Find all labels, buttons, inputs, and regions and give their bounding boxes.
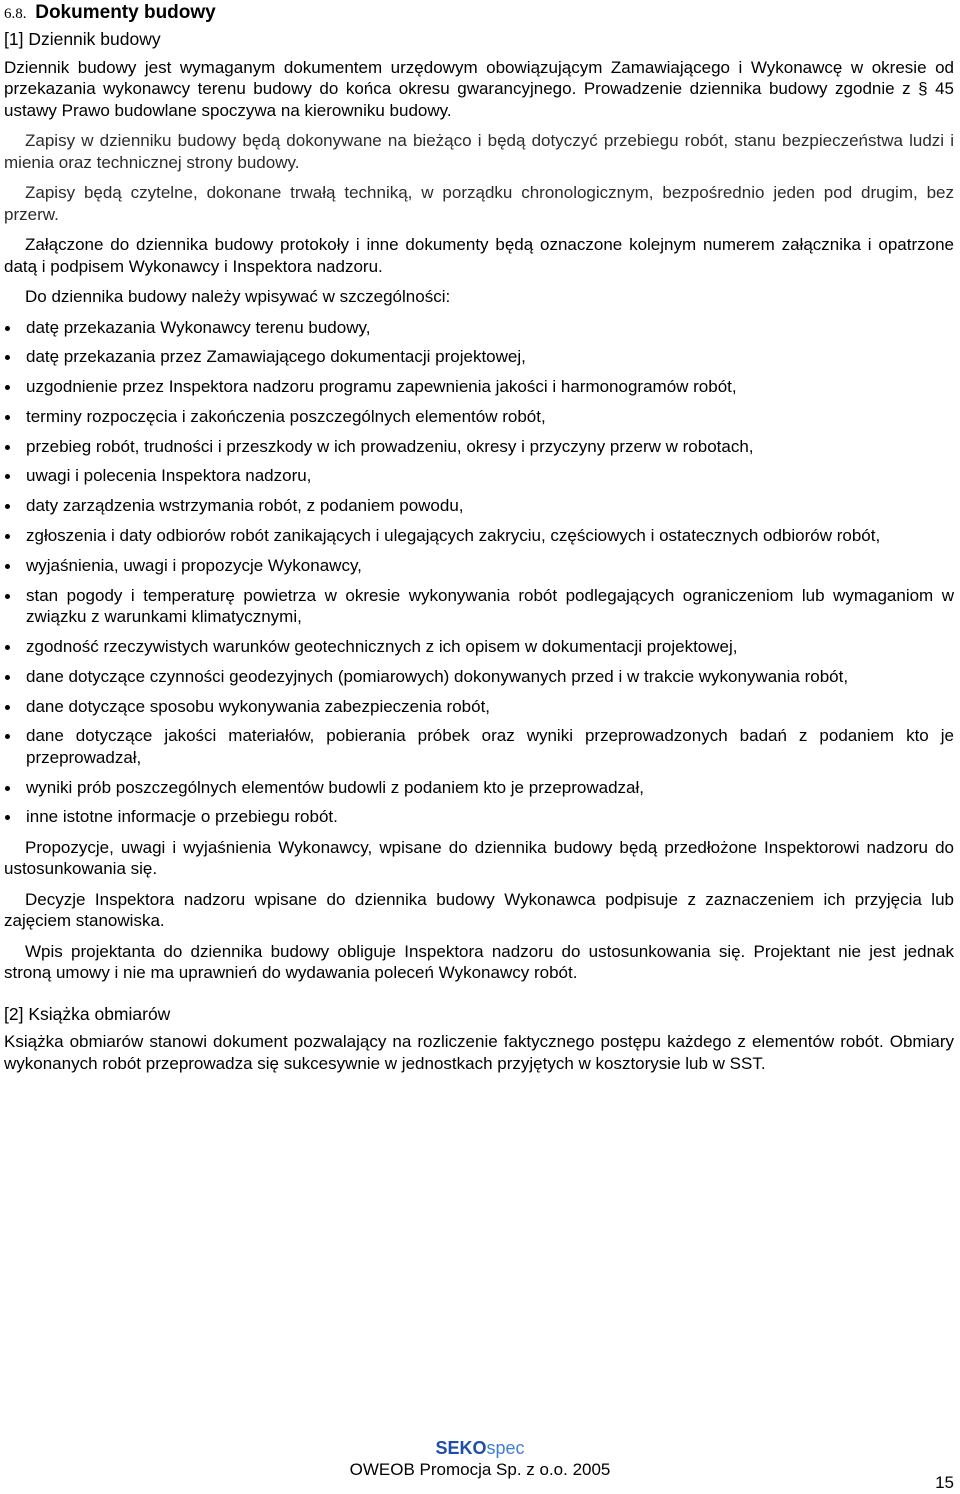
list-item: wyniki prób poszczególnych elementów budowli z podaniem kto je przeprowadzał, [4,777,954,799]
footer-company: OWEOB Promocja Sp. z o.o. 2005 [349,1460,611,1479]
page-number: 15 [935,1473,954,1492]
list-item: uwagi i polecenia Inspektora nadzoru, [4,465,954,487]
paragraph: Decyzje Inspektora nadzoru wpisane do dziennika budowy Wykonawca podpisuje z zaznaczeniem ich przyjęcia lub zajęciem stanowiska. [4,889,954,931]
paragraph: Zapisy będą czytelne, dokonane trwałą techniką, w porządku chronologicznym, bezpośrednio jeden pod drugim, bez przerw. [4,183,954,224]
list-item: dane dotyczące jakości materiałów, pobierania próbek oraz wyniki przeprowadzonych badań z podaniem kto je przeprowadzał, [4,725,954,768]
logo-part-seko: SEKO [435,1438,487,1458]
page-footer [0,1437,960,1480]
paragraph: Do dziennika budowy należy wpisywać w szczególności: [25,287,451,306]
list-item: datę przekazania Wykonawcy terenu budowy, [4,317,954,339]
list-item: dane dotyczące sposobu wykonywania zabezpieczenia robót, [4,696,954,718]
section-number: 6.8. [4,6,27,22]
paragraph: Propozycje, uwagi i wyjaśnienia Wykonawcy, wpisane do dziennika budowy będą przedłożone Inspektorowi nadzoru do ustosunkowania się. [4,837,954,879]
list-item: zgłoszenia i daty odbiorów robót zanikających i ulegających zakryciu, częściowych i ostatecznych odbiorów robót, [4,525,954,547]
paragraph: Zapisy w dzienniku budowy będą dokonywane na bieżąco i będą dotyczyć przebiegu robót, stanu bezpieczeństwa ludzi i mienia oraz technicznej strony budowy. [4,131,954,172]
list-item: stan pogody i temperaturę powietrza w okresie wykonywania robót podlegających ograniczeniom lub wymaganiom w związku z warunkami klimatycznymi, [4,585,954,628]
paragraph: Dziennik budowy jest wymaganym dokumentem urzędowym obowiązującym Zamawiającego i Wykonawcę w okresie od przekazania wykonawcy terenu budowy do końca okresu gwarancyjnego. Prowadzenie dziennika budowy zgodnie z § 45 ustawy Prawo budowlane spoczywa na kierowniku budowy. [4,57,954,120]
footer-logo [0,1437,960,1459]
list-item: uzgodnienie przez Inspektora nadzoru programu zapewnienia jakości i harmonogramów robót, [4,376,954,398]
paragraph: Wpis projektanta do dziennika budowy obliguje Inspektora nadzoru do ustosunkowania się. Projektant nie jest jednak stroną umowy i nie ma uprawnień do wydawania poleceń Wykonawcy robót. [4,941,954,983]
subsection-title-ksiazka: [2] Książka obmiarów [4,1003,171,1024]
list-item: wyjaśnienia, uwagi i propozycje Wykonawcy, [4,555,954,577]
paragraph: Książka obmiarów stanowi dokument pozwalający na rozliczenie faktycznego postępu każdego z elementów robót. Obmiary wykonanych robót przeprowadza się sukcesywnie w jednostkach przyjętych w kosztorysie lub w SST. [4,1032,954,1073]
list-item: przebieg robót, trudności i przeszkody w ich prowadzeniu, okresy i przyczyny przerw w robotach, [4,436,954,458]
list-item: daty zarządzenia wstrzymania robót, z podaniem powodu, [4,495,954,517]
logo-part-spec: spec [486,1438,525,1458]
list-item: dane dotyczące czynności geodezyjnych (pomiarowych) dokonywanych przed i w trakcie wykonywania robót, [4,666,954,688]
section-heading [4,0,954,25]
section-title: Dokumenty budowy [35,2,216,23]
list-item: datę przekazania przez Zamawiającego dokumentacji projektowej, [4,346,954,368]
subsection-title-dziennik: [1] Dziennik budowy [4,29,161,49]
paragraph: Załączone do dziennika budowy protokoły i inne dokumenty będą oznaczone kolejnym numerem załącznika i opatrzone datą i podpisem Wykonawcy i Inspektora nadzoru. [4,235,954,276]
document-page [4,0,954,1083]
entries-list [4,317,954,828]
list-item: inne istotne informacje o przebiegu robót. [4,806,954,828]
list-item: terminy rozpoczęcia i zakończenia poszczególnych elementów robót, [4,406,954,428]
list-item: zgodność rzeczywistych warunków geotechnicznych z ich opisem w dokumentacji projektowej, [4,636,954,658]
